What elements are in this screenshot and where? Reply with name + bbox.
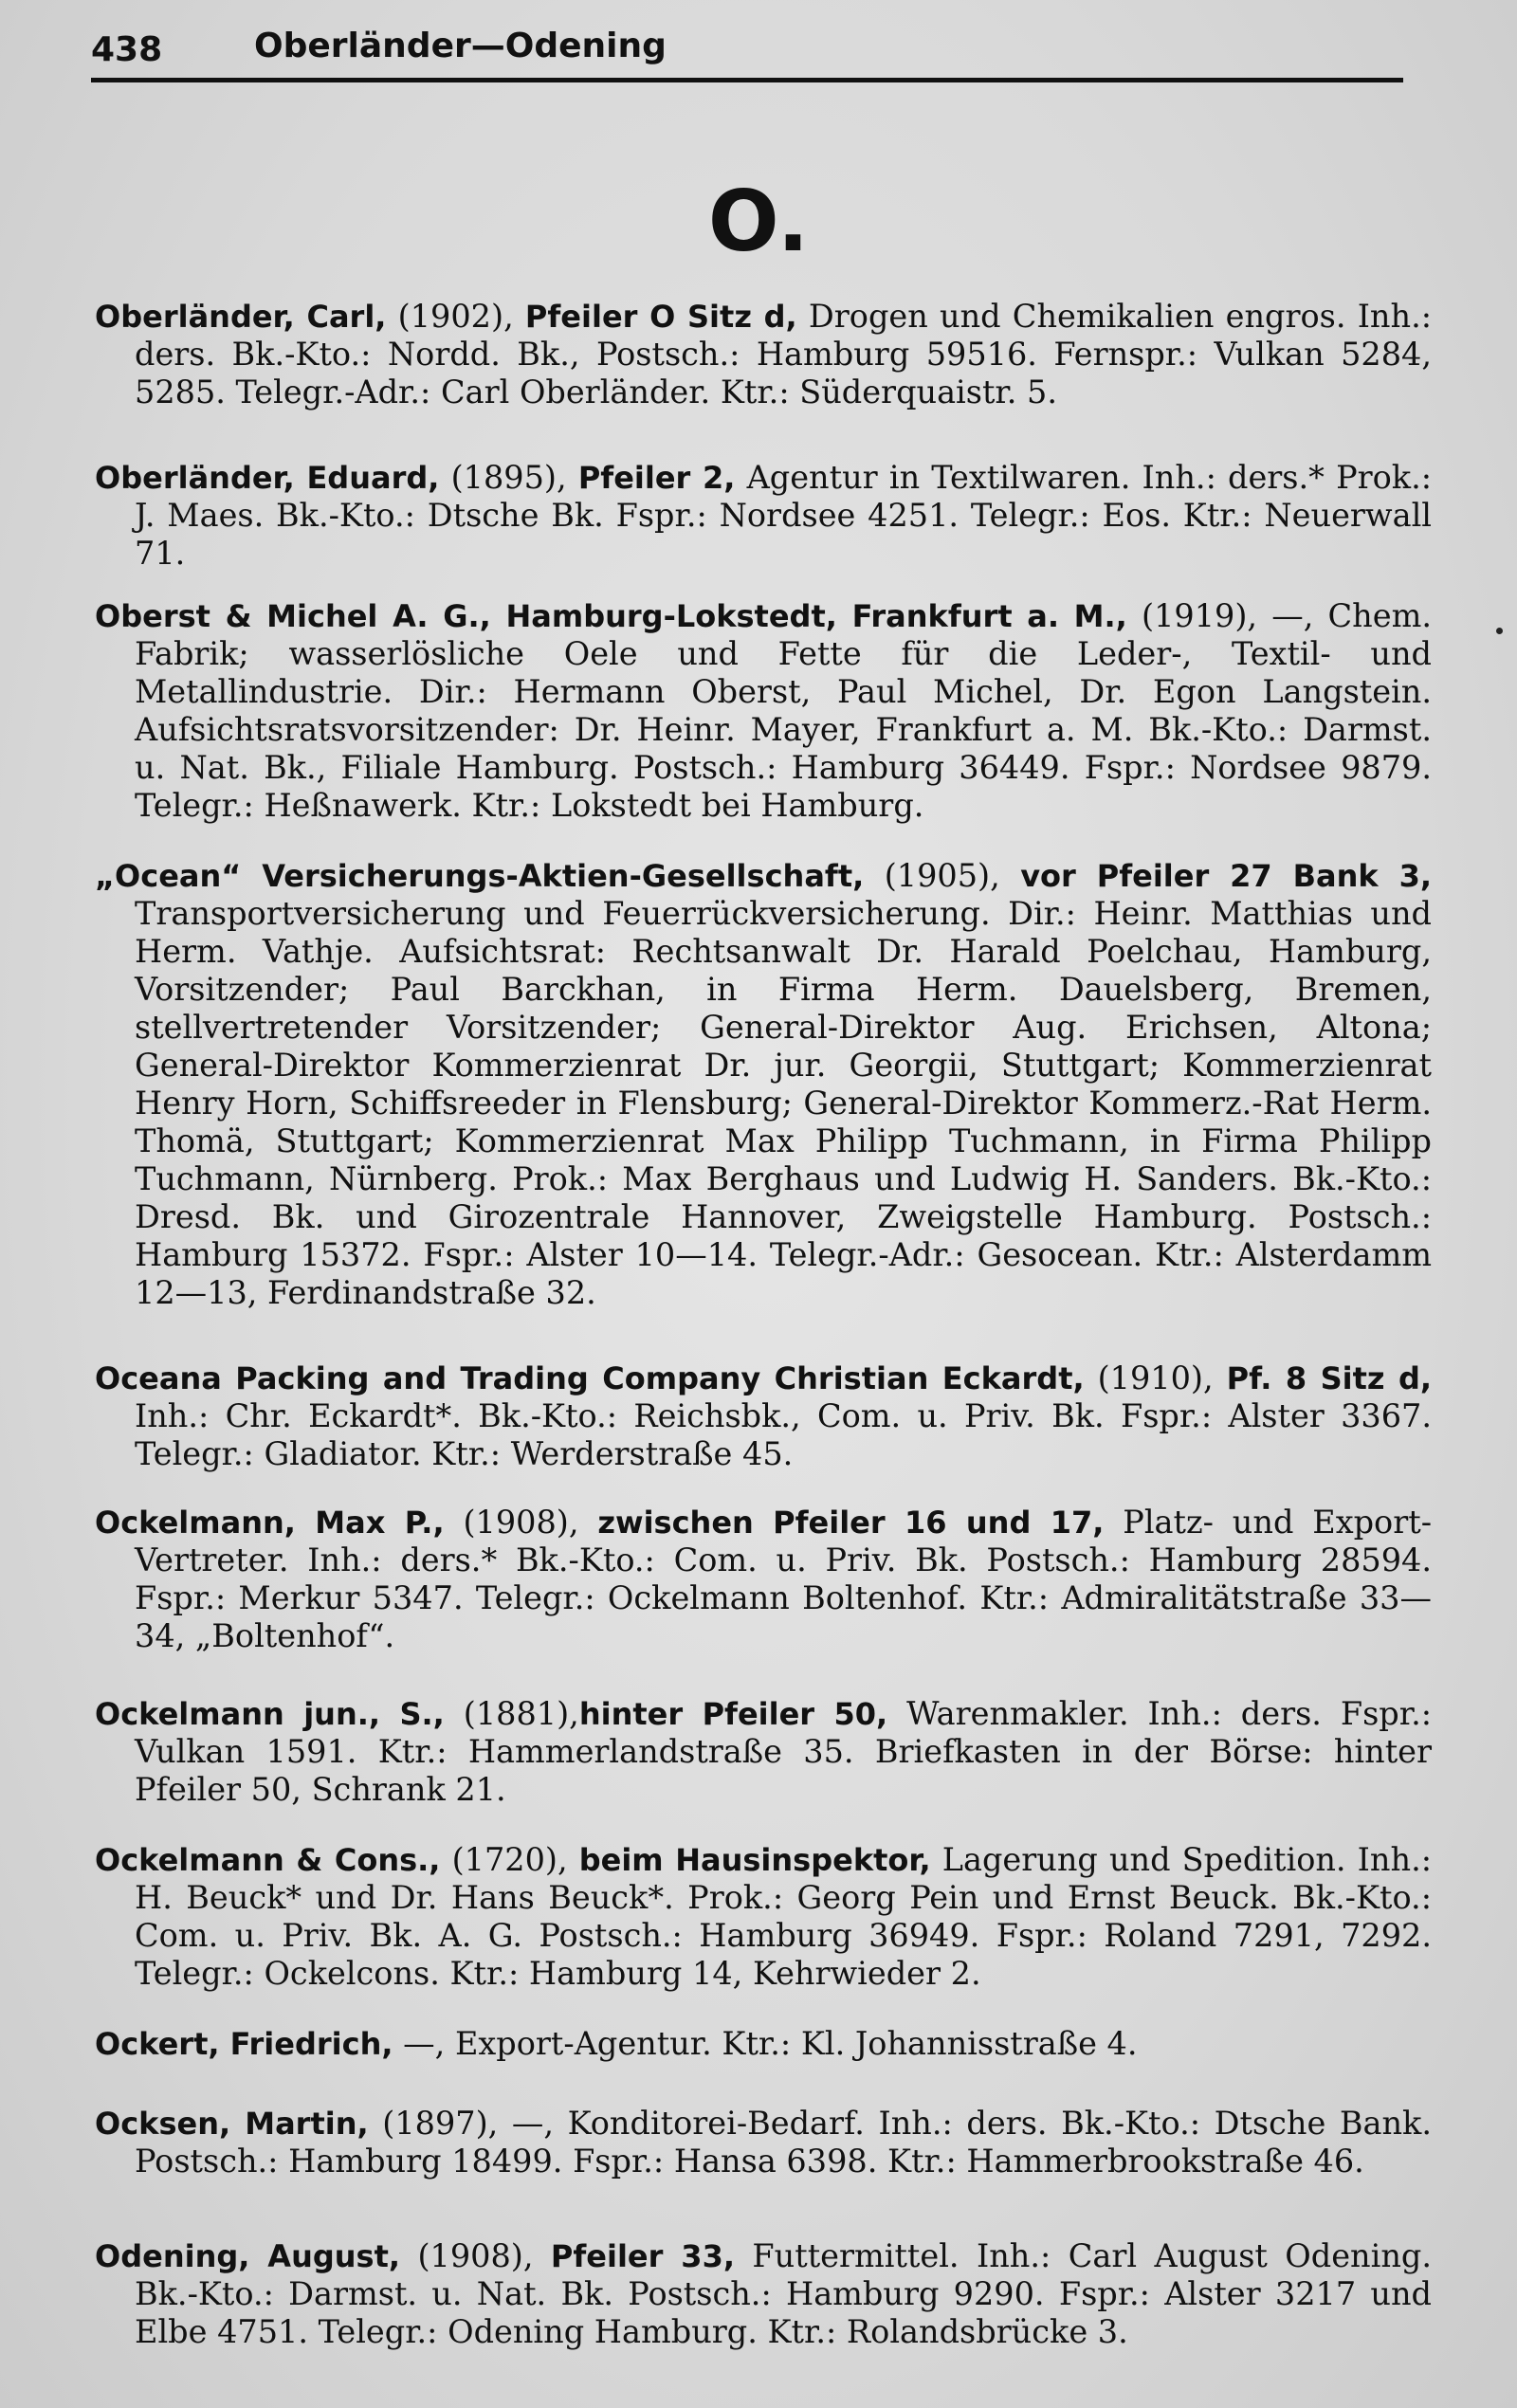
directory-entry [95,857,1432,1312]
entry-year: (1908), [400,2236,551,2274]
directory-entry [95,1359,1432,1473]
entry-year: (1919), [1126,596,1272,634]
directory-entry [95,1841,1432,1993]
entry-details: —, Konditorei-Bedarf. Inh.: ders. Bk.-Kto.: Dtsche Bank. Postsch.: Hamburg 18499. Fspr.: Hansa 6398. Ktr.: Hammerbrookstraße 46. [135,2104,1432,2180]
running-head: Oberländer—Odening [254,27,667,65]
entry-details: Drogen und Chemikalien engros. Inh.: ders. Bk.-Kto.: Nordd. Bk., Postsch.: Hamburg 59516. Fernspr.: Vulkan 5284, 5285. Telegr.-Adr.: Carl Oberländer. Ktr.: Süderquaistr. 5. [135,297,1433,410]
entry-name: Oberländer, Eduard, [95,459,440,496]
entry-year: (1881), [444,1694,579,1732]
entry-name: Ockelmann jun., S., [95,1695,445,1732]
entry-year: —, [393,2024,455,2062]
entry-details: Platz- und Export-Vertreter. Inh.: ders.* Bk.-Kto.: Com. u. Priv. Bk. Postsch.: Hamburg 28594. Fspr.: Merkur 5347. Telegr.: Ockelmann Boltenhof. Ktr.: Admiralitätstraße 33—34, „Boltenhof“. [135,1503,1433,1654]
entry-name: Oceana Packing and Trading Company Christian Eckardt, [95,1359,1085,1396]
directory-entry [95,2105,1432,2180]
entry-details: Lagerung und Spedition. Inh.: H. Beuck* und Dr. Hans Beuck*. Prok.: Georg Pein und Ernst Beuck. Bk.-Kto.: Com. u. Priv. Bk. A. G. Postsch.: Hamburg 36949. Fspr.: Roland 7291, 7292. Telegr.: Ockelcons. Ktr.: Hamburg 14, Kehrwieder 2. [135,1840,1433,1992]
entry-year: (1910), [1084,1359,1227,1396]
entry-details: Agentur in Textilwaren. Inh.: ders.* Prok.: J. Maes. Bk.-Kto.: Dtsche Bk. Fspr.: Nordsee 4251. Telegr.: Eos. Ktr.: Neuerwall 71. [135,458,1433,572]
entry-year: (1905), [864,856,1021,894]
entry-name: Ockelmann & Cons., [95,1841,441,1878]
entry-name: Oberländer, Carl, [95,298,387,335]
entry-name: „Ocean“ Versicherungs-Aktien-Gesellschaft, [95,857,865,894]
entry-location: hinter Pfeiler 50, [578,1695,888,1732]
page-number: 438 [91,30,163,69]
entry-name: Oberst & Michel A. G., Hamburg-Lokstedt, Frankfurt a. M., [95,597,1127,634]
directory-entry [95,2237,1432,2351]
entry-details: Warenmakler. Inh.: ders. Fspr.: Vulkan 1591. Ktr.: Hammerlandstraße 35. Briefkasten in der Börse: hinter Pfeiler 50, Schrank 21. [135,1694,1433,1808]
directory-entry [95,459,1432,573]
entry-details: Inh.: Chr. Eckardt*. Bk.-Kto.: Reichsbk., Com. u. Priv. Bk. Fspr.: Alster 3367. Telegr.: Gladiator. Ktr.: Werderstraße 45. [135,1396,1432,1472]
directory-entry [95,2025,1432,2063]
entry-location: Pf. 8 Sitz d, [1226,1359,1433,1396]
entry-name: Ockelmann, Max P., [95,1504,445,1541]
entry-location: Pfeiler O Sitz d, [524,298,797,335]
section-letter: O. [707,173,810,270]
entry-details: Export-Agentur. Ktr.: Kl. Johannisstraße 4. [454,2024,1138,2062]
directory-entry [95,298,1432,411]
entry-location: Pfeiler 2, [577,459,736,496]
entry-year: (1897), [368,2104,512,2142]
entry-location: Pfeiler 33, [550,2237,735,2274]
print-speck [1496,628,1503,634]
directory-entry [95,1504,1432,1655]
entry-name: Ockert, Friedrich, [95,2025,393,2062]
entry-details: Transportversicherung und Feuerrückversicherung. Dir.: Heinr. Matthias und Herm. Vathje. Aufsichtsrat: Rechtsanwalt Dr. Harald Poelchau, Hamburg, Vorsitzender; Paul Barckhan, in Firma Herm. Dauelsberg, Bremen, stellvertretender Vorsitzender; General-Direktor Aug. Erichsen, Altona; General-Direktor Kommerzienrat Dr. jur. Georgii, Stuttgart; Kommerzienrat Henry Horn, Schiffsreeder in Flensburg; General-Direktor Kommerz.-Rat Herm. Thomä, Stuttgart; Kommerzienrat Max Philipp Tuchmann, in Firma Philipp Tuchmann, Nürnberg. Prok.: Max Berghaus und Ludwig H. Sanders. Bk.-Kto.: Dresd. Bk. und Girozentrale Hannover, Zweigstelle Hamburg. Postsch.: Hamburg 15372. Fspr.: Alster 10—14. Telegr.-Adr.: Gesocean. Ktr.: Alsterdamm 12—13, Ferdinandstraße 32. [135,894,1432,1311]
page-header [91,27,1403,74]
entry-year: (1908), [444,1503,598,1541]
entry-location: zwischen Pfeiler 16 und 17, [597,1504,1105,1541]
entry-name: Odening, August, [95,2237,401,2274]
entry-name: Ocksen, Martin, [95,2105,369,2142]
entry-year: (1902), [386,297,525,335]
entry-location: beim Hausinspektor, [578,1841,931,1878]
entry-location: vor Pfeiler 27 Bank 3, [1020,857,1432,894]
entry-details: —, Chem. Fabrik; wasserlösliche Oele und Fette für die Leder-, Textil- und Metallindustrie. Dir.: Hermann Oberst, Paul Michel, Dr. Egon Langstein. Aufsichtsratsvorsitzender: Dr. Heinr. Mayer, Frankfurt a. M. Bk.-Kto.: Darmst. u. Nat. Bk., Filiale Hamburg. Postsch.: Hamburg 36449. Fspr.: Nordsee 9879. Telegr.: Heßnawerk. Ktr.: Lokstedt bei Hamburg. [135,596,1433,824]
entry-details: Futtermittel. Inh.: Carl August Odening. Bk.-Kto.: Darmst. u. Nat. Bk. Postsch.: Hamburg 9290. Fspr.: Alster 3217 und Elbe 4751. Telegr.: Odening Hamburg. Ktr.: Rolandsbrücke 3. [135,2236,1432,2350]
entry-year: (1720), [440,1840,579,1878]
directory-entry [95,1695,1432,1809]
header-rule [91,78,1403,82]
entry-year: (1895), [439,458,578,496]
directory-entry [95,597,1432,825]
